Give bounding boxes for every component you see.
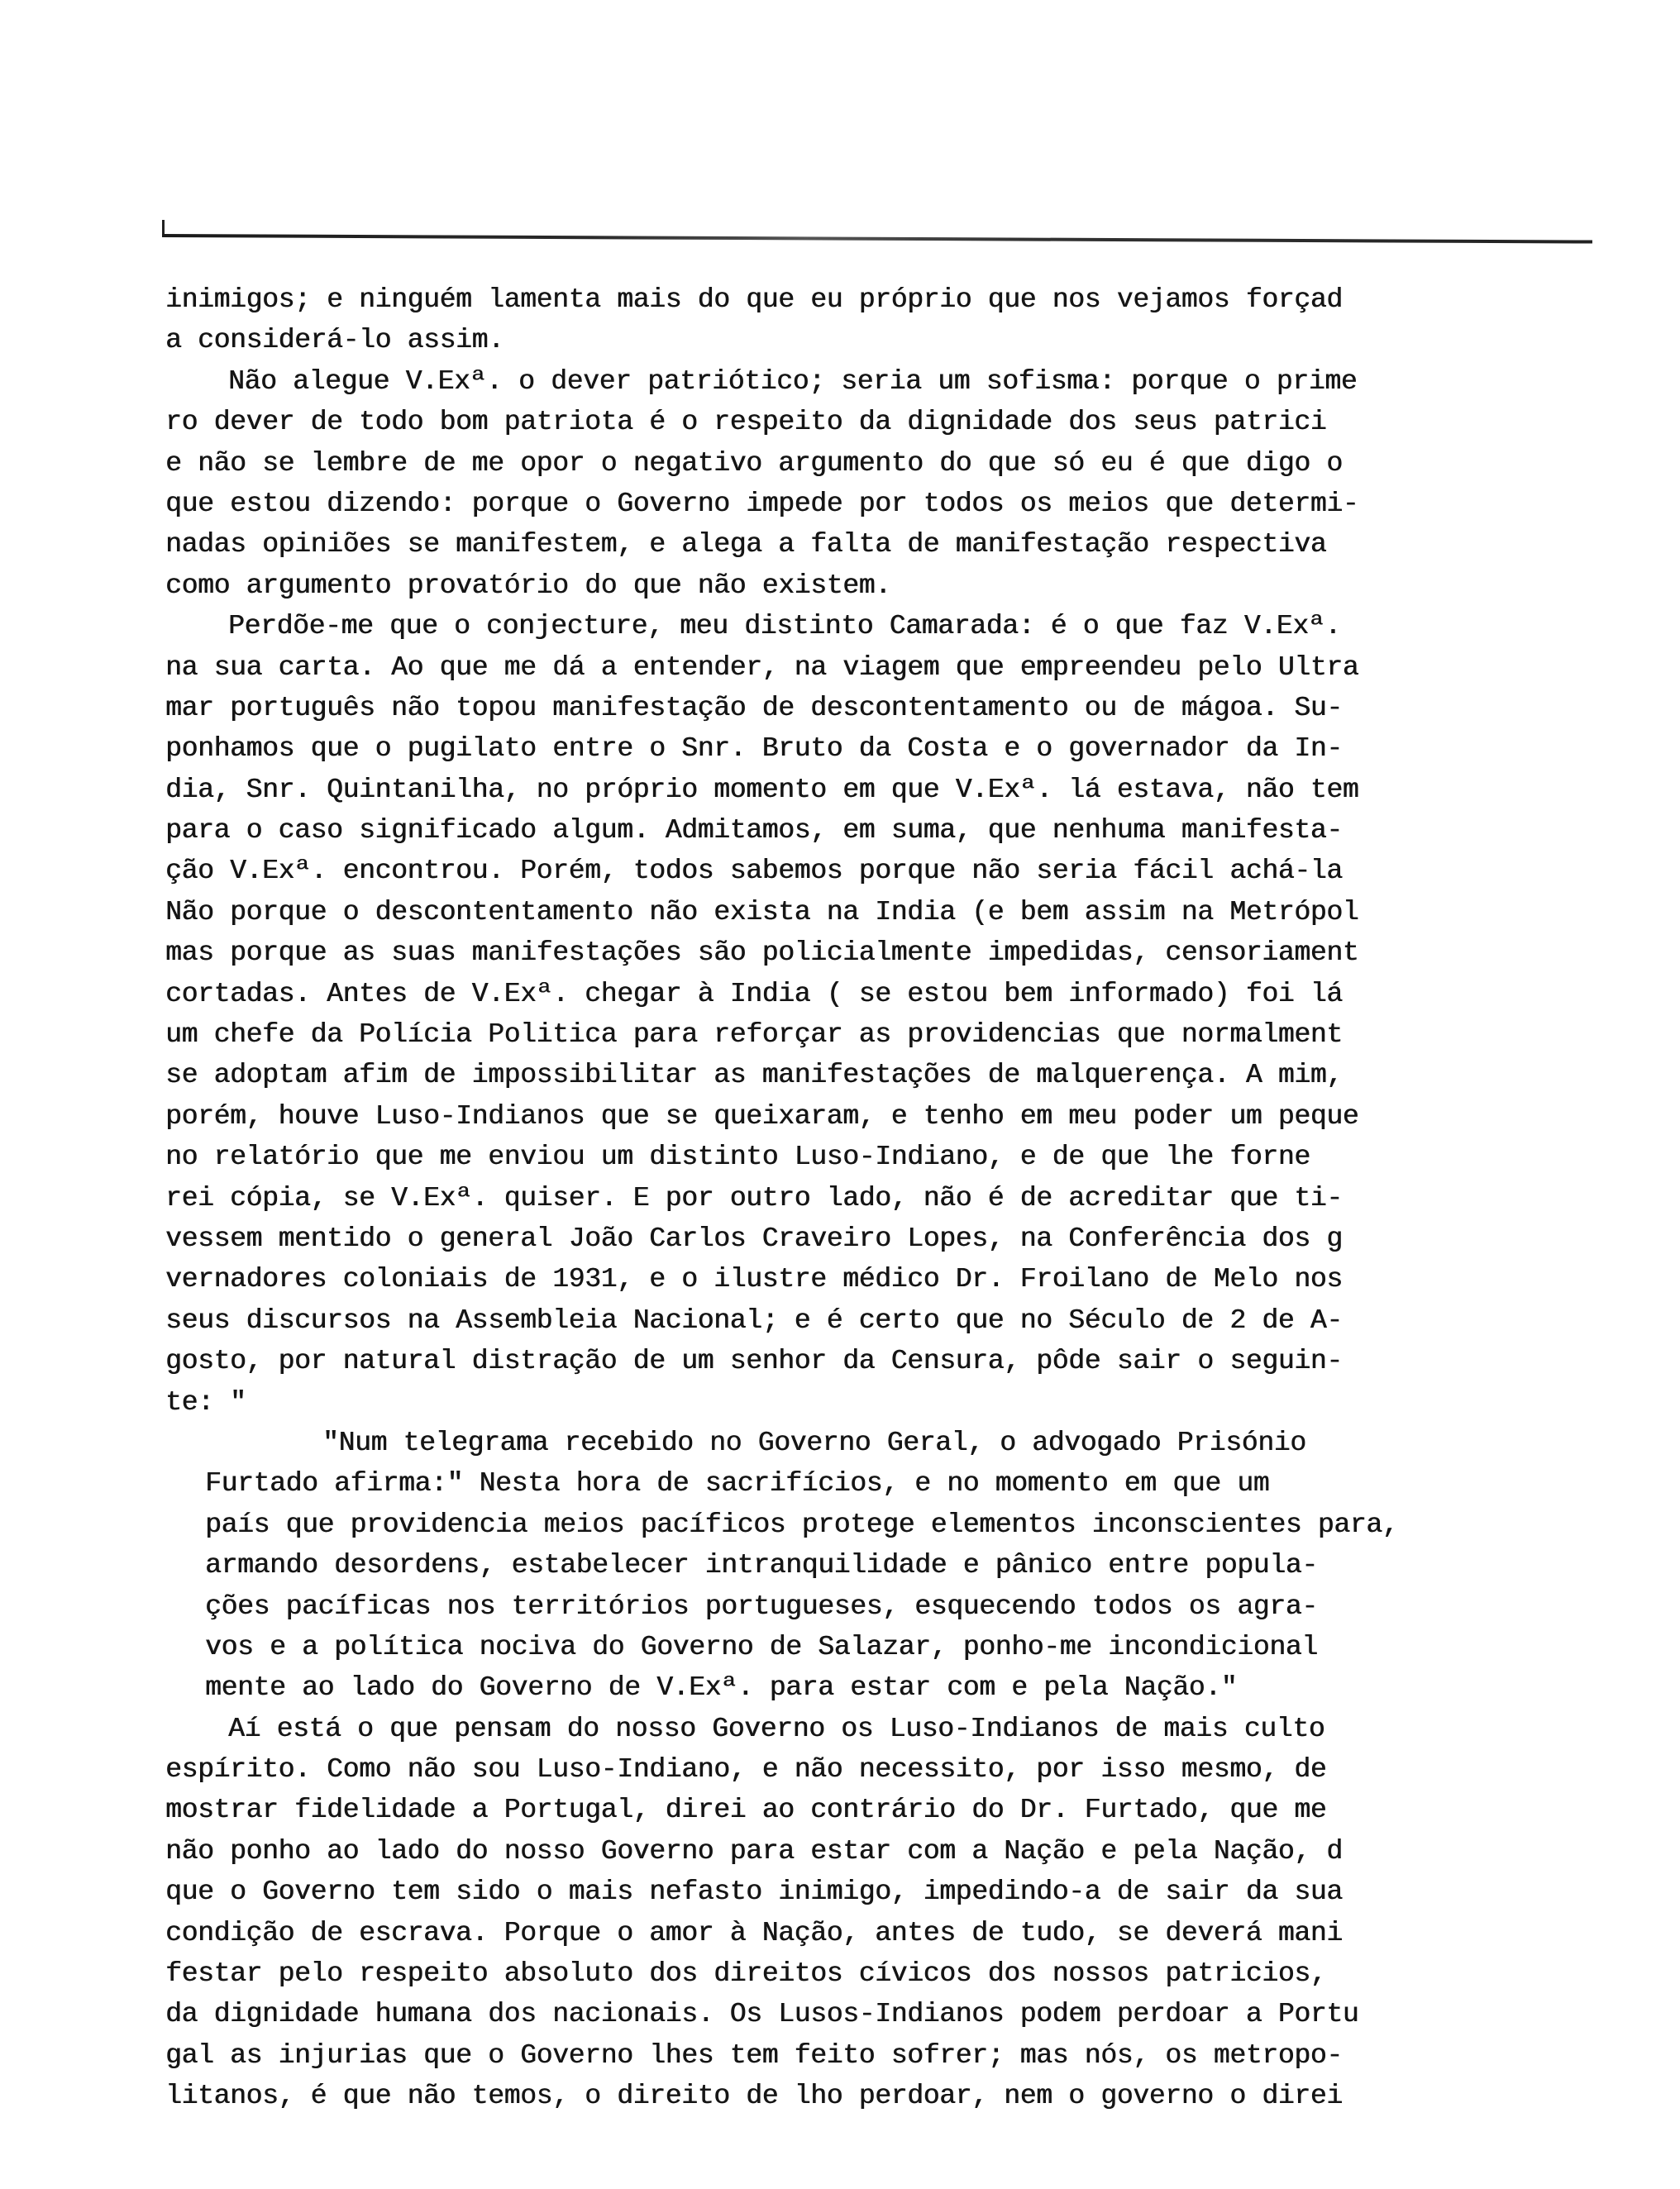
text-line: espírito. Como não sou Luso-Indiano, e não necessito, por isso mesmo, de (165, 1754, 1327, 1786)
quote-line: Furtado afirma:" Nesta hora de sacrifícios, e no momento em que um (205, 1468, 1270, 1500)
text-line: a considerá-lo assim. (165, 325, 504, 356)
text-line: que o Governo tem sido o mais nefasto inimigo, impedindo-a de sair da sua (165, 1877, 1343, 1908)
text-line: mar português não topou manifestação de descontentamento ou de mágoa. Su- (165, 692, 1343, 723)
text-line: Perdõe-me que o conjecture, meu distinto Camarada: é o que faz V.Exª. (228, 611, 1341, 642)
quote-line: vos e a política nociva do Governo de Salazar, ponho-me incondicional (205, 1631, 1318, 1662)
text-line: ponhamos que o pugilato entre o Snr. Bruto da Costa e o governador da In- (165, 733, 1343, 765)
text-line: vernadores coloniais de 1931, e o ilustre médico Dr. Froilano de Melo nos (165, 1264, 1343, 1295)
text-line: nadas opiniões se manifestem, e alega a falta de manifestação respectiva (165, 529, 1327, 560)
text-line: como argumento provatório do que não existem. (165, 570, 891, 601)
text-line: mas porque as suas manifestações são policialmente impedidas, censoriament (165, 937, 1359, 969)
quote-line: país que providencia meios pacíficos protege elementos inconscientes para, (205, 1509, 1399, 1540)
text-line: litanos, é que não temos, o direito de lho perdoar, nem o governo o direi (165, 2081, 1343, 2112)
text-line: cortadas. Antes de V.Exª. chegar à India ( se estou bem informado) foi lá (165, 978, 1343, 1009)
text-line: para o caso significado algum. Admitamos, em suma, que nenhuma manifesta- (165, 815, 1343, 847)
text-line: porém, houve Luso-Indianos que se queixaram, e tenho em meu poder um peque (165, 1100, 1359, 1132)
header-rule (162, 234, 1592, 244)
text-line: ro dever de todo bom patriota é o respeito da dignidade dos seus patrici (165, 407, 1327, 438)
text-line: mostrar fidelidade a Portugal, direi ao contrário do Dr. Furtado, que me (165, 1795, 1327, 1826)
text-line: inimigos; e ninguém lamenta mais do que eu próprio que nos vejamos forçad (165, 284, 1343, 315)
text-line: se adoptam afim de impossibilitar as manifestações de malquerença. A mim, (165, 1060, 1343, 1091)
text-line: que estou dizendo: porque o Governo impede por todos os meios que determi- (165, 488, 1359, 519)
text-line: Não alegue V.Exª. o dever patriótico; seria um sofisma: porque o prime (228, 365, 1358, 397)
quote-line: armando desordens, estabelecer intranquilidade e pânico entre popula- (205, 1550, 1318, 1581)
text-line: vessem mentido o general João Carlos Craveiro Lopes, na Conferência dos g (165, 1223, 1343, 1254)
text-line: um chefe da Polícia Politica para reforçar as providencias que normalment (165, 1019, 1343, 1051)
text-line: festar pelo respeito absoluto dos direitos cívicos dos nossos patricios, (165, 1958, 1327, 1990)
text-line: dia, Snr. Quintanilha, no próprio momento em que V.Exª. lá estava, não tem (165, 774, 1359, 805)
text-line: gal as injurias que o Governo lhes tem feito sofrer; mas nós, os metropo- (165, 2039, 1343, 2071)
text-line: te: " (165, 1386, 246, 1418)
text-line: gosto, por natural distração de um senhor da Censura, pôde sair o seguin- (165, 1346, 1343, 1377)
text-line: Aí está o que pensam do nosso Governo os Luso-Indianos de mais culto (228, 1713, 1325, 1744)
typewritten-body (165, 279, 1571, 2117)
text-line: rei cópia, se V.Exª. quiser. E por outro lado, não é de acreditar que ti- (165, 1182, 1343, 1214)
quote-line: "Num telegrama recebido no Governo Geral, o advogado Prisónio (322, 1427, 1306, 1458)
text-line: não ponho ao lado do nosso Governo para estar com a Nação e pela Nação, d (165, 1835, 1343, 1867)
text-line: condição de escrava. Porque o amor à Nação, antes de tudo, se deverá mani (165, 1917, 1343, 1948)
text-line: na sua carta. Ao que me dá a entender, na viagem que empreendeu pelo Ultra (165, 651, 1359, 683)
text-line: no relatório que me enviou um distinto Luso-Indiano, e de que lhe forne (165, 1142, 1310, 1173)
text-line: da dignidade humana dos nacionais. Os Lusos-Indianos podem perdoar a Portu (165, 1999, 1359, 2030)
text-line: ção V.Exª. encontrou. Porém, todos sabemos porque não seria fácil achá-la (165, 856, 1343, 887)
quote-line: ções pacíficas nos territórios portugueses, esquecendo todos os agra- (205, 1590, 1318, 1622)
text-line: seus discursos na Assembleia Nacional; e é certo que no Século de 2 de A- (165, 1304, 1343, 1336)
quote-line: mente ao lado do Governo de V.Exª. para estar com e pela Nação." (205, 1672, 1238, 1704)
text-line: Não porque o descontentamento não exista na India (e bem assim na Metrópol (165, 896, 1359, 928)
text-line: e não se lembre de me opor o negativo argumento do que só eu é que digo o (165, 447, 1343, 479)
